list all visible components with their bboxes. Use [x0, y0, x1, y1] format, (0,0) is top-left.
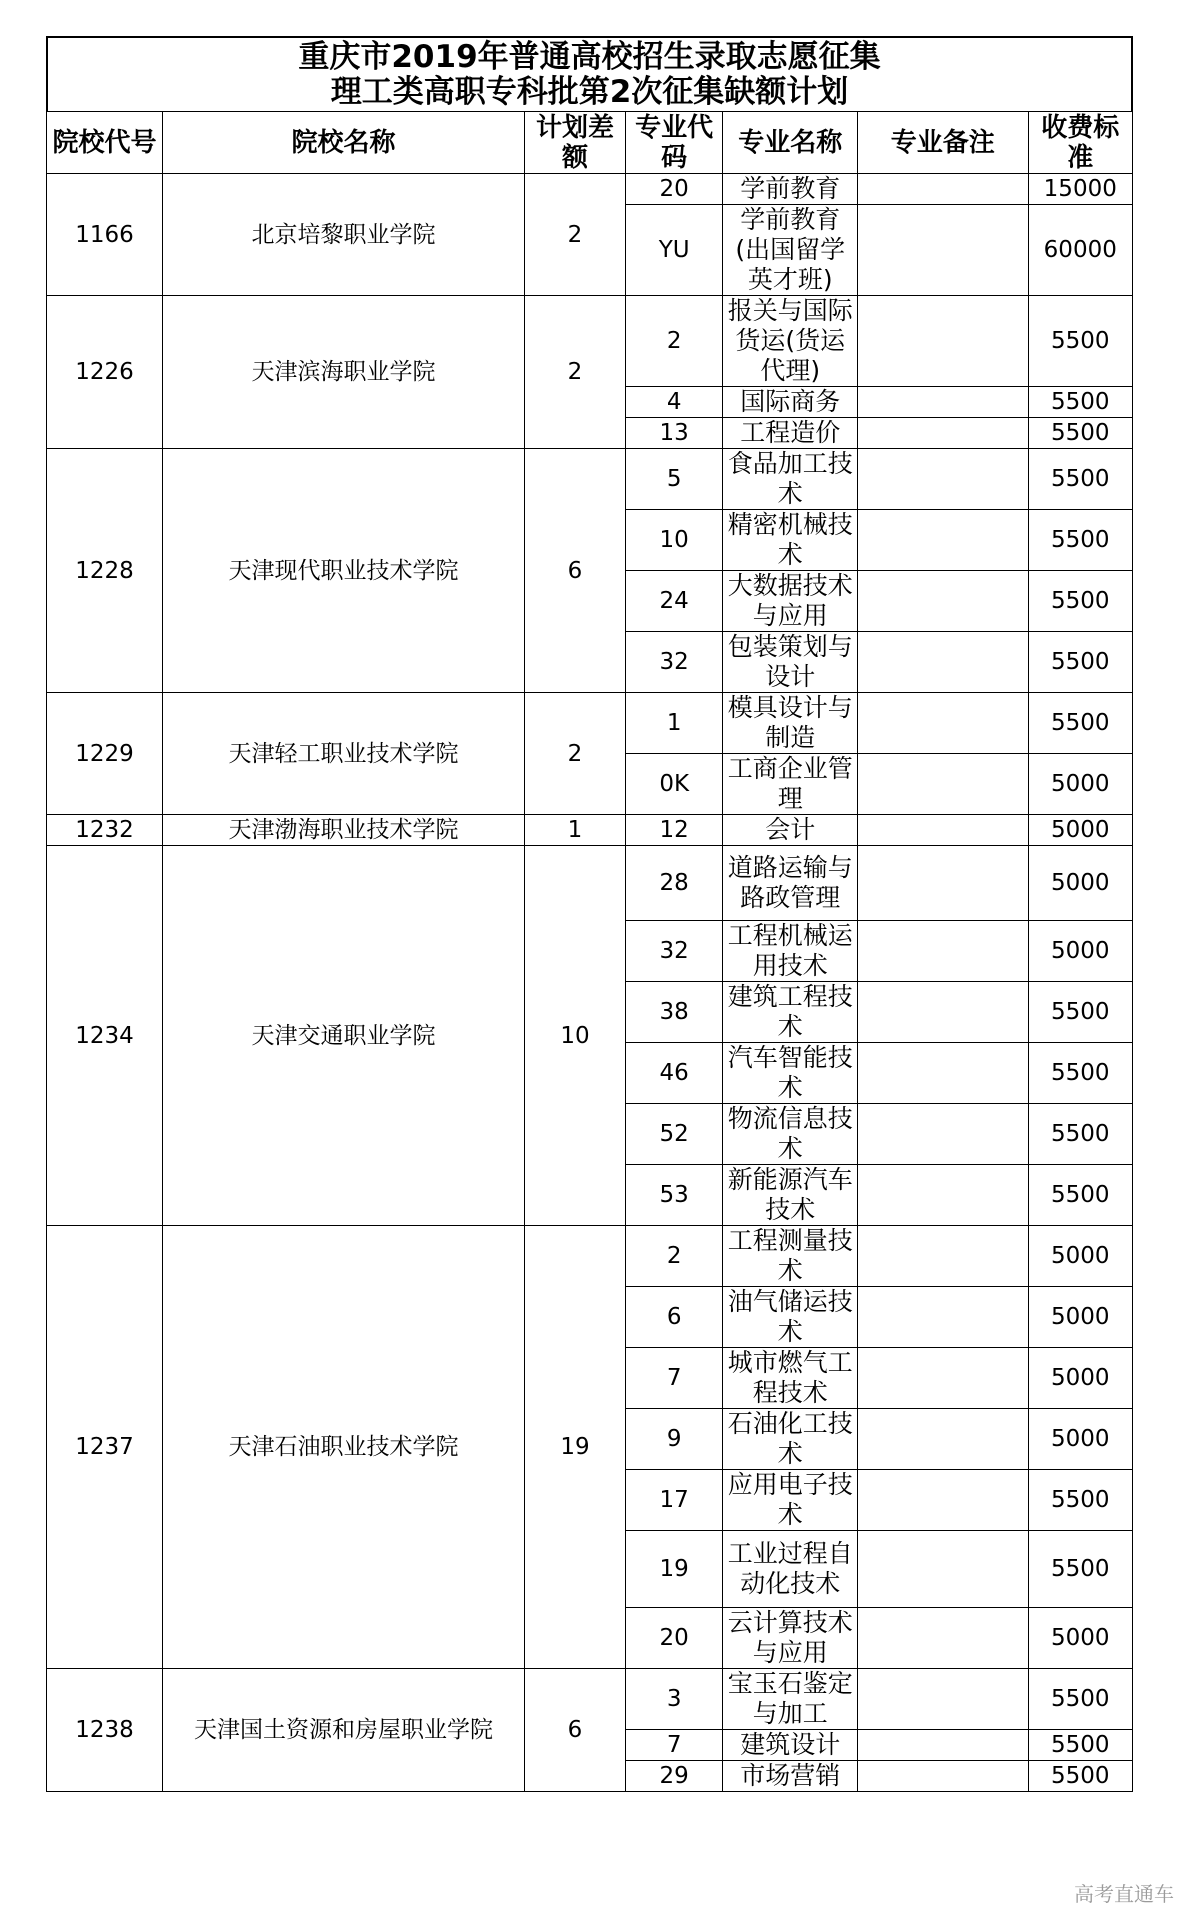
- major-note-cell: [857, 982, 1028, 1043]
- table-header-row: [47, 112, 1133, 174]
- major-note-cell: [857, 1761, 1028, 1792]
- fee-cell: 5000: [1028, 1348, 1132, 1409]
- major-name-cell: 云计算技术与应用: [723, 1608, 858, 1669]
- major-name-cell: 食品加工技术: [723, 449, 858, 510]
- major-note-cell: [857, 846, 1028, 921]
- fee-cell: 5500: [1028, 1669, 1132, 1730]
- major-name-cell: 汽车智能技术: [723, 1043, 858, 1104]
- school-code-cell: 1228: [47, 449, 163, 693]
- major-code-cell: 9: [625, 1409, 722, 1470]
- major-code-cell: 38: [625, 982, 722, 1043]
- school-name-cell: 天津石油职业技术学院: [163, 1226, 525, 1669]
- major-name-cell: 城市燃气工程技术: [723, 1348, 858, 1409]
- school-code-cell: 1232: [47, 815, 163, 846]
- header-major-code: 专业代码: [625, 112, 722, 174]
- header-school-name: 院校名称: [163, 112, 525, 174]
- major-name-cell: 精密机械技术: [723, 510, 858, 571]
- fee-cell: 5000: [1028, 1608, 1132, 1669]
- major-name-cell: 包装策划与设计: [723, 632, 858, 693]
- major-name-cell: 学前教育(出国留学英才班): [723, 205, 858, 296]
- admission-plan-sheet: [46, 36, 1133, 1792]
- school-name-cell: 天津轻工职业技术学院: [163, 693, 525, 815]
- major-note-cell: [857, 754, 1028, 815]
- fee-cell: 5500: [1028, 418, 1132, 449]
- fee-cell: 5000: [1028, 1409, 1132, 1470]
- fee-cell: 5000: [1028, 754, 1132, 815]
- header-major-name: 专业名称: [723, 112, 858, 174]
- major-code-cell: 53: [625, 1165, 722, 1226]
- major-code-cell: 7: [625, 1348, 722, 1409]
- major-code-cell: 1: [625, 693, 722, 754]
- major-note-cell: [857, 418, 1028, 449]
- plan-gap-cell: 2: [525, 296, 626, 449]
- major-name-cell: 学前教育: [723, 174, 858, 205]
- major-note-cell: [857, 1730, 1028, 1761]
- fee-cell: 5000: [1028, 815, 1132, 846]
- fee-cell: 5500: [1028, 1043, 1132, 1104]
- major-name-cell: 应用电子技术: [723, 1470, 858, 1531]
- major-note-cell: [857, 693, 1028, 754]
- plan-gap-cell: 2: [525, 693, 626, 815]
- fee-cell: 5500: [1028, 510, 1132, 571]
- table-row: [47, 693, 1133, 754]
- major-code-cell: 52: [625, 1104, 722, 1165]
- table-row: [47, 449, 1133, 510]
- major-note-cell: [857, 571, 1028, 632]
- table-body: [47, 174, 1133, 1792]
- major-note-cell: [857, 174, 1028, 205]
- fee-cell: 5500: [1028, 1730, 1132, 1761]
- major-note-cell: [857, 1409, 1028, 1470]
- fee-cell: 5500: [1028, 1470, 1132, 1531]
- fee-cell: 60000: [1028, 205, 1132, 296]
- vacancy-plan-table: [46, 111, 1133, 1792]
- major-code-cell: 13: [625, 418, 722, 449]
- major-code-cell: 5: [625, 449, 722, 510]
- header-school-code: 院校代号: [47, 112, 163, 174]
- table-row: [47, 296, 1133, 387]
- plan-gap-cell: 19: [525, 1226, 626, 1669]
- major-code-cell: 46: [625, 1043, 722, 1104]
- school-name-cell: 北京培黎职业学院: [163, 174, 525, 296]
- major-code-cell: 17: [625, 1470, 722, 1531]
- plan-gap-cell: 6: [525, 1669, 626, 1792]
- school-name-cell: 天津滨海职业学院: [163, 296, 525, 449]
- major-name-cell: 建筑设计: [723, 1730, 858, 1761]
- major-name-cell: 大数据技术与应用: [723, 571, 858, 632]
- major-name-cell: 市场营销: [723, 1761, 858, 1792]
- major-code-cell: 2: [625, 296, 722, 387]
- header-plan-gap: 计划差额: [525, 112, 626, 174]
- fee-cell: 5000: [1028, 1226, 1132, 1287]
- major-name-cell: 新能源汽车技术: [723, 1165, 858, 1226]
- fee-cell: 5500: [1028, 387, 1132, 418]
- major-name-cell: 会计: [723, 815, 858, 846]
- fee-cell: 5500: [1028, 1165, 1132, 1226]
- major-code-cell: 24: [625, 571, 722, 632]
- major-note-cell: [857, 1470, 1028, 1531]
- major-note-cell: [857, 1165, 1028, 1226]
- major-name-cell: 道路运输与路政管理: [723, 846, 858, 921]
- fee-cell: 5500: [1028, 1761, 1132, 1792]
- school-name-cell: 天津现代职业技术学院: [163, 449, 525, 693]
- school-name-cell: 天津国土资源和房屋职业学院: [163, 1669, 525, 1792]
- school-code-cell: 1238: [47, 1669, 163, 1792]
- fee-cell: 5500: [1028, 449, 1132, 510]
- major-name-cell: 宝玉石鉴定与加工: [723, 1669, 858, 1730]
- header-fee: 收费标准: [1028, 112, 1132, 174]
- fee-cell: 5000: [1028, 1287, 1132, 1348]
- fee-cell: 5500: [1028, 693, 1132, 754]
- school-code-cell: 1226: [47, 296, 163, 449]
- fee-cell: 5500: [1028, 1104, 1132, 1165]
- major-note-cell: [857, 815, 1028, 846]
- major-note-cell: [857, 296, 1028, 387]
- major-name-cell: 石油化工技术: [723, 1409, 858, 1470]
- major-note-cell: [857, 1104, 1028, 1165]
- school-code-cell: 1166: [47, 174, 163, 296]
- table-row: [47, 846, 1133, 921]
- major-code-cell: YU: [625, 205, 722, 296]
- major-name-cell: 工业过程自动化技术: [723, 1531, 858, 1608]
- major-code-cell: 3: [625, 1669, 722, 1730]
- major-note-cell: [857, 1287, 1028, 1348]
- major-note-cell: [857, 1531, 1028, 1608]
- fee-cell: 15000: [1028, 174, 1132, 205]
- major-code-cell: 20: [625, 1608, 722, 1669]
- major-name-cell: 工程机械运用技术: [723, 921, 858, 982]
- major-note-cell: [857, 1669, 1028, 1730]
- plan-gap-cell: 6: [525, 449, 626, 693]
- major-note-cell: [857, 921, 1028, 982]
- major-note-cell: [857, 1043, 1028, 1104]
- watermark: 高考直通车: [1074, 1882, 1174, 1906]
- fee-cell: 5500: [1028, 1531, 1132, 1608]
- title-line-1: 重庆市2019年普通高校招生录取志愿征集: [298, 39, 881, 75]
- header-major-note: 专业备注: [857, 112, 1028, 174]
- title-line-2: 理工类高职专科批第2次征集缺额计划: [330, 74, 849, 110]
- table-row: [47, 1669, 1133, 1730]
- major-name-cell: 模具设计与制造: [723, 693, 858, 754]
- major-code-cell: 0K: [625, 754, 722, 815]
- major-note-cell: [857, 1608, 1028, 1669]
- major-note-cell: [857, 449, 1028, 510]
- major-code-cell: 7: [625, 1730, 722, 1761]
- major-code-cell: 20: [625, 174, 722, 205]
- fee-cell: 5500: [1028, 632, 1132, 693]
- fee-cell: 5500: [1028, 296, 1132, 387]
- major-code-cell: 10: [625, 510, 722, 571]
- major-code-cell: 32: [625, 632, 722, 693]
- fee-cell: 5000: [1028, 921, 1132, 982]
- major-name-cell: 建筑工程技术: [723, 982, 858, 1043]
- major-name-cell: 工商企业管理: [723, 754, 858, 815]
- major-code-cell: 19: [625, 1531, 722, 1608]
- major-code-cell: 12: [625, 815, 722, 846]
- major-name-cell: 国际商务: [723, 387, 858, 418]
- fee-cell: 5000: [1028, 846, 1132, 921]
- major-name-cell: 工程测量技术: [723, 1226, 858, 1287]
- major-code-cell: 2: [625, 1226, 722, 1287]
- major-code-cell: 32: [625, 921, 722, 982]
- major-code-cell: 6: [625, 1287, 722, 1348]
- fee-cell: 5500: [1028, 571, 1132, 632]
- major-note-cell: [857, 1226, 1028, 1287]
- major-name-cell: 工程造价: [723, 418, 858, 449]
- major-name-cell: 物流信息技术: [723, 1104, 858, 1165]
- major-note-cell: [857, 387, 1028, 418]
- table-row: [47, 815, 1133, 846]
- major-name-cell: 油气储运技术: [723, 1287, 858, 1348]
- major-code-cell: 4: [625, 387, 722, 418]
- major-name-cell: 报关与国际货运(货运代理): [723, 296, 858, 387]
- major-code-cell: 28: [625, 846, 722, 921]
- school-name-cell: 天津交通职业学院: [163, 846, 525, 1226]
- major-note-cell: [857, 205, 1028, 296]
- major-note-cell: [857, 1348, 1028, 1409]
- school-code-cell: 1237: [47, 1226, 163, 1669]
- school-code-cell: 1229: [47, 693, 163, 815]
- major-note-cell: [857, 632, 1028, 693]
- school-name-cell: 天津渤海职业技术学院: [163, 815, 525, 846]
- school-code-cell: 1234: [47, 846, 163, 1226]
- table-row: [47, 174, 1133, 205]
- plan-gap-cell: 1: [525, 815, 626, 846]
- table-row: [47, 1226, 1133, 1287]
- plan-gap-cell: 10: [525, 846, 626, 1226]
- plan-gap-cell: 2: [525, 174, 626, 296]
- document-title: [46, 36, 1133, 111]
- major-note-cell: [857, 510, 1028, 571]
- fee-cell: 5500: [1028, 982, 1132, 1043]
- major-code-cell: 29: [625, 1761, 722, 1792]
